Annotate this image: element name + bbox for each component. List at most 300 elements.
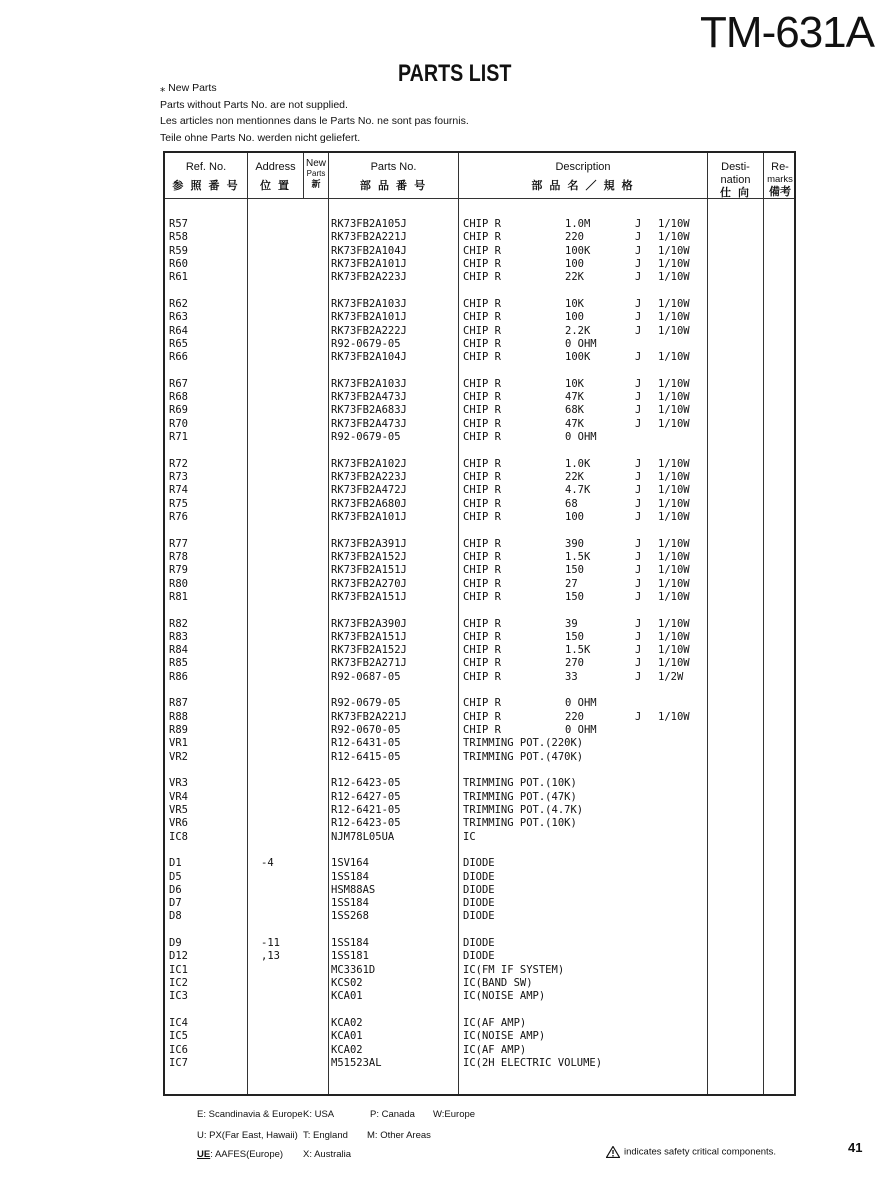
cell-desc: DIODE (463, 857, 495, 870)
cell-tol: J (635, 710, 642, 723)
table-body (165, 153, 794, 1094)
cell-ref: R77 (169, 537, 188, 550)
cell-watt: 1/10W (658, 311, 690, 324)
cell-ref: R81 (169, 590, 188, 603)
cell-ref: IC8 (169, 830, 188, 843)
cell-desc: CHIP R (463, 244, 501, 257)
page-title: PARTS LIST (398, 60, 512, 87)
cell-desc: TRIMMING POT.(470K) (463, 750, 584, 763)
cell-val: 0 OHM (565, 724, 597, 736)
table-row (165, 737, 794, 750)
cell-tol: J (635, 457, 642, 470)
cell-desc: CHIP R (463, 257, 501, 270)
cell-part: RK73FB2A102J (331, 457, 407, 470)
cell-ref: VR6 (169, 817, 188, 830)
cell-ref: R86 (169, 670, 188, 683)
cell-desc: CHIP R (463, 351, 501, 364)
cell-part: 1SS184 (331, 937, 369, 950)
cell-ref: IC2 (169, 977, 188, 989)
cell-val: 1.5K (565, 550, 591, 563)
cell-val: 4.7K (565, 484, 591, 497)
cell-ref: R67 (169, 377, 188, 390)
cell-desc: CHIP R (463, 457, 501, 470)
cell-ref: R63 (169, 311, 188, 324)
cell-desc: IC(2H ELECTRIC VOLUME) (463, 1056, 603, 1069)
cell-desc: IC(NOISE AMP) (463, 1030, 546, 1043)
cell-part: R92-0679-05 (331, 697, 401, 710)
cell-desc: CHIP R (463, 670, 501, 683)
cell-tol: J (635, 404, 642, 417)
table-row (165, 325, 794, 338)
cell-val: 150 (565, 564, 584, 577)
cell-part: KCA01 (331, 990, 363, 1003)
cell-part: RK73FB2A473J (331, 391, 407, 404)
cell-val: 390 (565, 537, 584, 550)
cell-desc: IC(FM IF SYSTEM) (463, 963, 565, 976)
table-row (165, 218, 794, 231)
cell-desc: DIODE (463, 870, 495, 883)
cell-val: 100 (565, 257, 584, 270)
table-row (165, 964, 794, 977)
legend-t: T: England (303, 1130, 348, 1141)
cell-ref: VR1 (169, 737, 188, 750)
cell-part: R92-0679-05 (331, 337, 401, 350)
cell-desc: IC(AF AMP) (463, 1017, 527, 1029)
cell-ref: VR2 (169, 750, 188, 763)
cell-desc: CHIP R (463, 484, 501, 497)
cell-tol: J (635, 537, 642, 550)
table-row (165, 231, 794, 244)
cell-ref: R74 (169, 484, 188, 497)
cell-ref: R59 (169, 244, 188, 257)
cell-part: R12-6415-05 (331, 750, 401, 763)
cell-tol: J (635, 577, 642, 590)
cell-watt: 1/10W (658, 271, 690, 284)
table-row (165, 697, 794, 710)
cell-part: MC3361D (331, 963, 376, 976)
cell-val: 220 (565, 231, 584, 244)
cell-part: R92-0687-05 (331, 670, 401, 683)
legend-m: M: Other Areas (367, 1130, 431, 1141)
cell-part: 1SS184 (331, 897, 369, 910)
cell-val: 100K (565, 244, 591, 257)
cell-desc: CHIP R (463, 471, 501, 483)
cell-watt: 1/10W (658, 657, 690, 670)
cell-watt: 1/10W (658, 564, 690, 577)
cell-part: R92-0679-05 (331, 431, 401, 443)
cell-val: 0 OHM (565, 697, 597, 710)
cell-watt: 1/10W (658, 484, 690, 497)
model-name: TM-631A (700, 8, 874, 57)
cell-part: RK73FB2A103J (331, 377, 407, 390)
table-row (165, 897, 794, 910)
legend-p: P: Canada (370, 1109, 415, 1120)
cell-desc: IC(NOISE AMP) (463, 990, 546, 1003)
cell-ref: VR4 (169, 790, 188, 803)
cell-tol: J (635, 297, 642, 310)
table-row (165, 311, 794, 324)
table-row (165, 724, 794, 737)
cell-part: RK73FB2A101J (331, 311, 407, 324)
cell-ref: D9 (169, 937, 182, 950)
table-row (165, 484, 794, 497)
cell-part: KCA02 (331, 1043, 363, 1056)
page-number: 41 (848, 1140, 863, 1155)
cell-part: RK73FB2A390J (331, 617, 407, 630)
parts-table (163, 151, 796, 1096)
cell-part: RK73FB2A223J (331, 271, 407, 284)
cell-watt: 1/10W (658, 590, 690, 603)
table-row (165, 977, 794, 990)
cell-val: 47K (565, 417, 584, 430)
cell-part: NJM78L05UA (331, 830, 395, 843)
cell-ref: D8 (169, 910, 182, 923)
cell-val: 270 (565, 657, 584, 670)
cell-part: R92-0670-05 (331, 724, 401, 736)
legend-e: E: Scandinavia & Europe (197, 1109, 303, 1120)
table-row (165, 711, 794, 724)
cell-ref: D5 (169, 870, 182, 883)
note-english: Parts without Parts No. are not supplied. (160, 98, 348, 111)
table-row (165, 564, 794, 577)
cell-part: RK73FB2A151J (331, 630, 407, 643)
table-row (165, 990, 794, 1003)
cell-tol: J (635, 484, 642, 497)
cell-val: 39 (565, 617, 578, 630)
cell-watt: 1/10W (658, 537, 690, 550)
cell-val: 100 (565, 510, 584, 523)
cell-val: 10K (565, 377, 584, 390)
table-row (165, 817, 794, 830)
header-desc-jp: 部 品 名 ／ 規 格 (531, 180, 635, 192)
cell-desc: CHIP R (463, 337, 501, 350)
table-row (165, 258, 794, 271)
header-new-jp: 新 (311, 179, 321, 189)
table-row (165, 418, 794, 431)
header-rem-en1: Re- (771, 161, 789, 173)
cell-tol: J (635, 351, 642, 364)
cell-ref: R61 (169, 271, 188, 284)
cell-part: RK73FB2A270J (331, 577, 407, 590)
cell-desc: CHIP R (463, 510, 501, 523)
cell-val: 100K (565, 351, 591, 364)
cell-ref: R69 (169, 404, 188, 417)
cell-tol: J (635, 471, 642, 483)
cell-desc: CHIP R (463, 391, 501, 404)
cell-ref: IC5 (169, 1030, 188, 1043)
cell-tol: J (635, 257, 642, 270)
cell-val: 1.0K (565, 457, 591, 470)
cell-part: 1SS181 (331, 950, 369, 963)
table-row (165, 657, 794, 670)
cell-desc: CHIP R (463, 404, 501, 417)
cell-tol: J (635, 311, 642, 324)
cell-ref: D1 (169, 857, 182, 870)
cell-watt: 1/10W (658, 297, 690, 310)
cell-ref: VR3 (169, 777, 188, 790)
table-row (165, 511, 794, 524)
cell-tol: J (635, 617, 642, 630)
cell-tol: J (635, 324, 642, 337)
note-new-parts: ⁎ New Parts (160, 82, 217, 94)
cell-ref: R78 (169, 550, 188, 563)
legend-w: W:Europe (433, 1109, 476, 1120)
cell-addr: ,13 (261, 950, 280, 963)
cell-watt: 1/10W (658, 644, 690, 657)
safety-note (606, 1146, 776, 1158)
cell-desc: CHIP R (463, 617, 501, 630)
table-row (165, 777, 794, 790)
table-row (165, 378, 794, 391)
cell-desc: CHIP R (463, 297, 501, 310)
table-row (165, 391, 794, 404)
cell-ref: D6 (169, 883, 182, 896)
cell-watt: 1/10W (658, 244, 690, 257)
cell-watt: 1/10W (658, 510, 690, 523)
header-ref-jp: 参 照 番 号 (172, 180, 240, 192)
table-row (165, 351, 794, 364)
cell-part: HSM88AS (331, 883, 376, 896)
cell-desc: DIODE (463, 937, 495, 950)
cell-ref: R71 (169, 431, 188, 443)
cell-val: 100 (565, 311, 584, 324)
cell-ref: R73 (169, 471, 188, 483)
cell-part: R12-6421-05 (331, 803, 401, 816)
cell-desc: CHIP R (463, 577, 501, 590)
cell-ref: IC4 (169, 1017, 188, 1029)
cell-watt: 1/10W (658, 471, 690, 483)
cell-val: 27 (565, 577, 578, 590)
cell-ref: R87 (169, 697, 188, 710)
cell-watt: 1/10W (658, 497, 690, 510)
table-row (165, 1030, 794, 1043)
cell-desc: TRIMMING POT.(4.7K) (463, 803, 584, 816)
header-parts-jp: 部 品 番 号 (359, 180, 428, 192)
table-row (165, 551, 794, 564)
cell-val: 33 (565, 670, 578, 683)
cell-ref: R66 (169, 351, 188, 364)
legend-u: U: PX(Far East, Hawaii) (197, 1130, 298, 1141)
table-row (165, 538, 794, 551)
cell-desc: DIODE (463, 883, 495, 896)
table-row (165, 245, 794, 258)
cell-ref: IC6 (169, 1043, 188, 1056)
cell-desc: CHIP R (463, 564, 501, 577)
cell-val: 22K (565, 471, 584, 483)
cell-watt: 1/10W (658, 391, 690, 404)
table-row (165, 857, 794, 870)
cell-ref: R65 (169, 337, 188, 350)
cell-part: M51523AL (331, 1056, 382, 1069)
cell-part: RK73FB2A391J (331, 537, 407, 550)
legend-ue (197, 1149, 283, 1160)
cell-tol: J (635, 271, 642, 284)
cell-desc: CHIP R (463, 431, 501, 443)
cell-val: 10K (565, 297, 584, 310)
cell-desc: DIODE (463, 950, 495, 963)
table-row (165, 751, 794, 764)
table-row (165, 871, 794, 884)
note-french: Les articles non mentionnes dans le Parts No. ne sont pas fournis. (160, 115, 469, 127)
cell-tol: J (635, 510, 642, 523)
cell-ref: R84 (169, 644, 188, 657)
cell-tol: J (635, 644, 642, 657)
cell-desc: CHIP R (463, 710, 501, 723)
cell-desc: CHIP R (463, 644, 501, 657)
cell-tol: J (635, 417, 642, 430)
table-row (165, 471, 794, 484)
table-row (165, 644, 794, 657)
table-row (165, 910, 794, 923)
cell-part: RK73FB2A222J (331, 324, 407, 337)
cell-part: R12-6423-05 (331, 817, 401, 830)
cell-ref: R70 (169, 417, 188, 430)
table-row (165, 591, 794, 604)
cell-ref: R57 (169, 218, 188, 230)
cell-desc: TRIMMING POT.(220K) (463, 737, 584, 750)
cell-desc: DIODE (463, 910, 495, 923)
cell-ref: IC1 (169, 963, 188, 976)
header-desc-en: Description (555, 161, 611, 173)
cell-desc: IC(AF AMP) (463, 1043, 527, 1056)
cell-ref: D12 (169, 950, 188, 963)
warning-triangle-icon (606, 1146, 620, 1158)
cell-desc: CHIP R (463, 537, 501, 550)
cell-part: RK73FB2A473J (331, 417, 407, 430)
cell-part: RK73FB2A472J (331, 484, 407, 497)
cell-part: RK73FB2A105J (331, 218, 407, 230)
header-dest-en2: nation (720, 174, 751, 186)
legend-ue-code: UE (197, 1149, 211, 1160)
cell-part: R12-6427-05 (331, 790, 401, 803)
cell-val: 150 (565, 630, 584, 643)
cell-desc: TRIMMING POT.(10K) (463, 777, 577, 790)
cell-watt: 1/10W (658, 617, 690, 630)
table-row (165, 578, 794, 591)
cell-watt: 1/10W (658, 231, 690, 244)
cell-ref: R60 (169, 257, 188, 270)
cell-watt: 1/10W (658, 550, 690, 563)
note-german: Teile ohne Parts No. werden nicht geliefert. (160, 131, 361, 144)
legend-x: X: Australia (303, 1149, 352, 1160)
cell-watt: 1/10W (658, 324, 690, 337)
cell-watt: 1/10W (658, 351, 690, 364)
cell-ref: R58 (169, 231, 188, 244)
cell-part: 1SV164 (331, 857, 369, 870)
cell-addr: -4 (261, 857, 274, 870)
cell-ref: R85 (169, 657, 188, 670)
cell-part: RK73FB2A152J (331, 644, 407, 657)
cell-part: RK73FB2A104J (331, 244, 407, 257)
cell-tol: J (635, 497, 642, 510)
table-row (165, 298, 794, 311)
cell-desc: IC(BAND SW) (463, 977, 533, 989)
cell-ref: D7 (169, 897, 182, 910)
legend-k: K: USA (303, 1109, 335, 1120)
cell-tol: J (635, 218, 642, 230)
cell-ref: R88 (169, 710, 188, 723)
table-row (165, 458, 794, 471)
cell-desc: CHIP R (463, 417, 501, 430)
cell-part: 1SS268 (331, 910, 369, 923)
cell-watt: 1/10W (658, 577, 690, 590)
cell-part: KCA02 (331, 1017, 363, 1029)
cell-tol: J (635, 657, 642, 670)
cell-part: RK73FB2A223J (331, 471, 407, 483)
header-address-jp: 位 置 (259, 180, 292, 192)
table-row (165, 338, 794, 351)
cell-ref: R80 (169, 577, 188, 590)
cell-ref: IC7 (169, 1056, 188, 1069)
table-row (165, 631, 794, 644)
cell-ref: R83 (169, 630, 188, 643)
cell-tol: J (635, 550, 642, 563)
cell-part: RK73FB2A101J (331, 257, 407, 270)
cell-val: 47K (565, 391, 584, 404)
cell-watt: 1/10W (658, 404, 690, 417)
header-parts-en: Parts No. (370, 161, 417, 173)
table-row (165, 431, 794, 444)
cell-tol: J (635, 630, 642, 643)
cell-watt: 1/2W (658, 670, 684, 683)
cell-val: 0 OHM (565, 431, 597, 443)
cell-ref: IC3 (169, 990, 188, 1003)
header-rem-jp: 備考 (769, 186, 791, 198)
cell-watt: 1/10W (658, 630, 690, 643)
cell-tol: J (635, 377, 642, 390)
table-row (165, 950, 794, 963)
table-row (165, 671, 794, 684)
table-row (165, 831, 794, 844)
cell-part: KCS02 (331, 977, 363, 989)
header-rem-en2: marks (767, 174, 793, 185)
cell-desc: CHIP R (463, 497, 501, 510)
table-row (165, 884, 794, 897)
table-row (165, 1057, 794, 1070)
cell-part: R12-6423-05 (331, 777, 401, 790)
cell-val: 22K (565, 271, 584, 284)
cell-desc: CHIP R (463, 311, 501, 324)
table-row (165, 618, 794, 631)
cell-desc: CHIP R (463, 324, 501, 337)
cell-watt: 1/10W (658, 257, 690, 270)
notes (160, 80, 469, 146)
cell-part: RK73FB2A104J (331, 351, 407, 364)
table-row (165, 1044, 794, 1057)
cell-watt: 1/10W (658, 218, 690, 230)
cell-desc: DIODE (463, 897, 495, 910)
cell-tol: J (635, 670, 642, 683)
header-new-parts: Parts (306, 169, 326, 178)
cell-ref: R68 (169, 391, 188, 404)
cell-ref: R79 (169, 564, 188, 577)
cell-desc: TRIMMING POT.(10K) (463, 817, 577, 830)
cell-ref: R89 (169, 724, 188, 736)
table-row (165, 1017, 794, 1030)
table-row (165, 271, 794, 284)
cell-part: KCA01 (331, 1030, 363, 1043)
cell-desc: CHIP R (463, 231, 501, 244)
cell-desc: CHIP R (463, 657, 501, 670)
legend-ue-text: : AAFES(Europe) (210, 1149, 284, 1160)
header-new-en: New (305, 158, 326, 169)
cell-desc: IC (463, 830, 476, 843)
cell-ref: R64 (169, 324, 188, 337)
cell-addr: -11 (261, 937, 280, 950)
cell-ref: R72 (169, 457, 188, 470)
cell-val: 1.5K (565, 644, 591, 657)
cell-part: RK73FB2A152J (331, 550, 407, 563)
